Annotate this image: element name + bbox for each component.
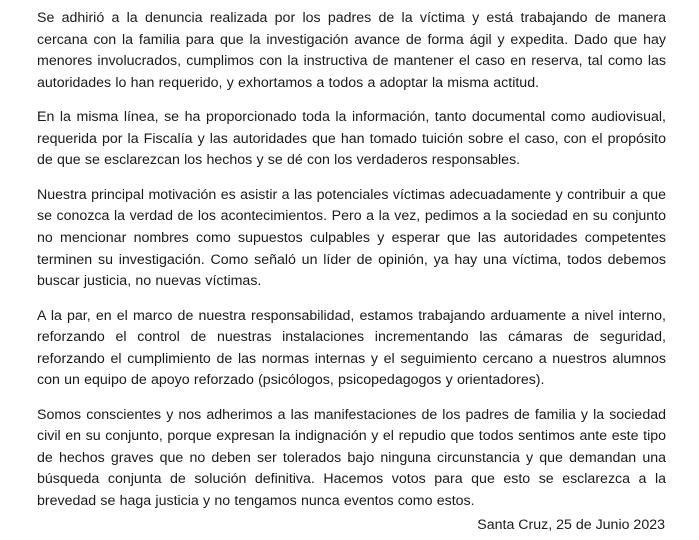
paragraph-5: Somos conscientes y nos adherimos a las manifestaciones de los padres de familia y la sociedad civil en su conjunto, porque expresan la indignación y el repudio que todos sentimos ante este tipo de hechos graves que no deben ser tolerados bajo ninguna circunstancia y que demandan una búsqueda conjunta de solución definitiva. Hacemos votos para que esto se esclarezca a la brevedad se haga justicia y no tengamos nunca eventos como estos. — [37, 406, 666, 510]
paragraph-4: A la par, en el marco de nuestra responsabilidad, estamos trabajando arduamente a nivel interno, reforzando el control de nuestras instalaciones incrementando las cámaras de seguridad, reforzando el cumplimiento de las normas internas y el seguimiento cercano a nuestros alumnos con un equipo de apoyo reforzado (psicólogos, psicopedagogos y orientadores). — [37, 307, 666, 389]
paragraph-2: En la misma línea, se ha proporcionado toda la información, tanto documental como audiovisual, requerida por la Fiscalía y las autoridades que han tomado tuición sobre el caso, con el propósito de que se esclarezcan los hechos y se dé con los verdaderos responsables. — [37, 109, 666, 169]
paragraph-1: Se adhirió a la denuncia realizada por los padres de la víctima y está trabajando de manera cercana con la familia para que la investigación avance de forma ágil y expedita. Dado que hay menores involucrados, cumplimos con la instructiva de mantener el caso en reserva, tal como las autoridades lo han requerido, y exhortamos a todos a adoptar la misma actitud. — [37, 10, 666, 91]
paragraph-3: Nuestra principal motivación es asistir a las potenciales víctimas adecuadamente y contribuir a que se conozca la verdad de los acontecimientos. Pero a la vez, pedimos a la sociedad en su conjunto no mencionar nombres como supuestos culpables y esperar que las autoridades competentes terminen su investigación. Como señaló un líder de opinión, ya hay una víctima, todos debemos buscar justicia, no nuevas víctimas. — [37, 186, 666, 290]
place-date-signoff: Santa Cruz, 25 de Junio 2023 — [477, 517, 665, 533]
